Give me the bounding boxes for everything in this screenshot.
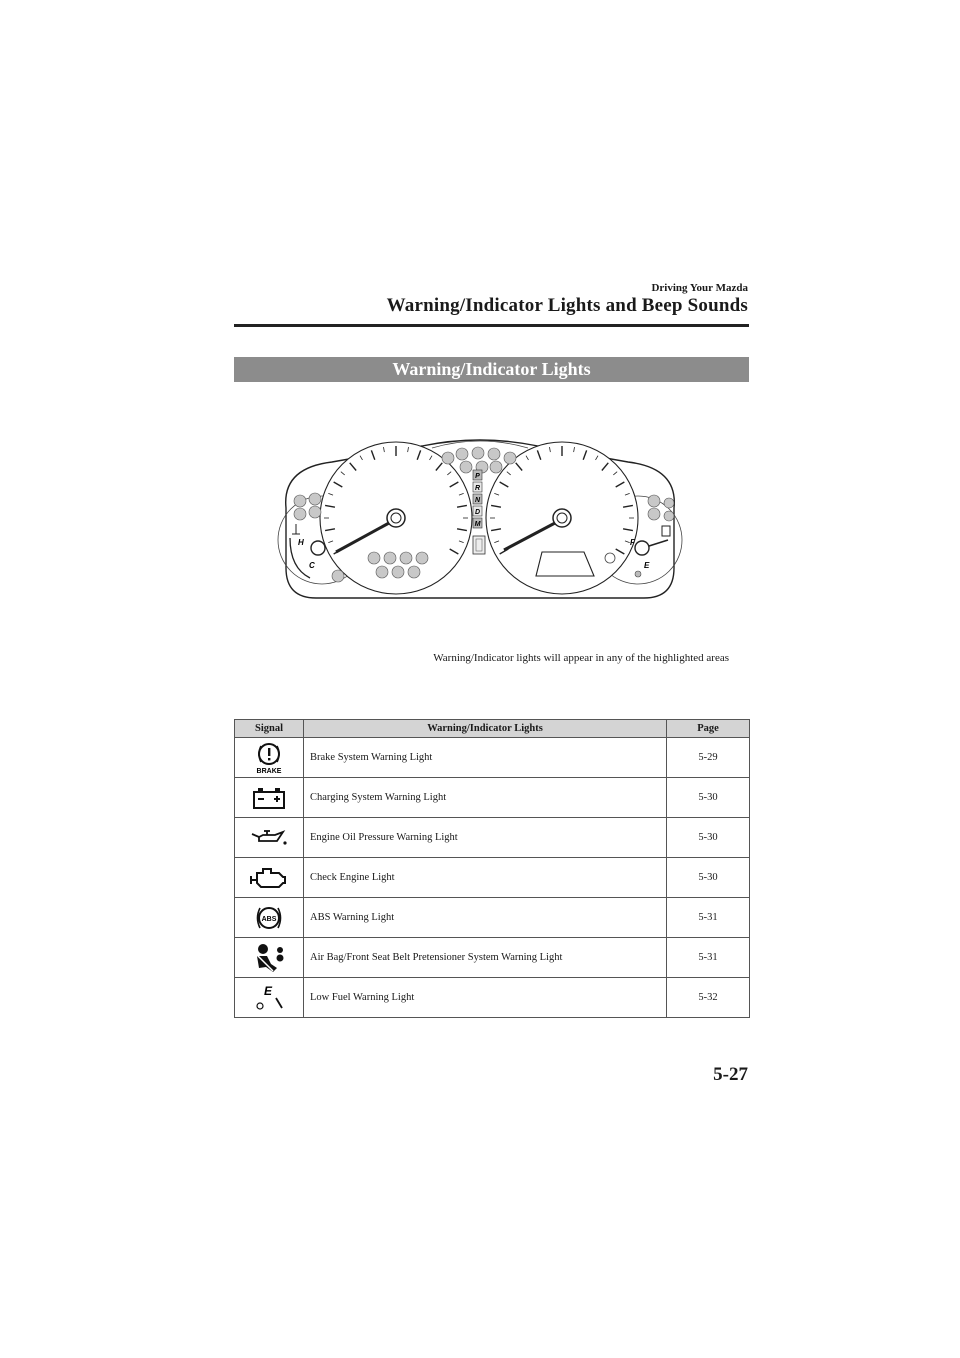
- engine-icon: [249, 865, 289, 891]
- table-row: [235, 818, 750, 858]
- airbag-icon: [251, 942, 287, 974]
- page-ref: 5-31: [667, 898, 750, 938]
- abs-icon-text: ABS: [261, 915, 277, 923]
- table-row: [235, 858, 750, 898]
- fuel-empty-icon-text: E: [264, 983, 273, 998]
- light-name: Air Bag/Front Seat Belt Pretensioner System Warning Light: [304, 938, 667, 978]
- page-ref: 5-29: [667, 738, 750, 778]
- light-name: Low Fuel Warning Light: [304, 978, 667, 1018]
- light-name: Engine Oil Pressure Warning Light: [304, 818, 667, 858]
- gear-letter: D: [474, 509, 481, 516]
- page-ref: 5-30: [667, 778, 750, 818]
- header-rule: [234, 324, 749, 327]
- table-header-row: [235, 720, 750, 738]
- brake-warning-icon: [251, 742, 287, 774]
- instrument-cluster-illustration: [272, 428, 688, 610]
- light-name: Charging System Warning Light: [304, 778, 667, 818]
- light-name: Check Engine Light: [304, 858, 667, 898]
- table-row: [235, 938, 750, 978]
- gear-letter: M: [474, 521, 481, 528]
- gear-letter: R: [474, 485, 481, 492]
- table-row: [235, 898, 750, 938]
- cluster-caption: Warning/Indicator lights will appear in any of the highlighted areas: [433, 652, 729, 664]
- gear-letter: N: [474, 497, 481, 504]
- page-ref: 5-31: [667, 938, 750, 978]
- abs-icon: [251, 903, 287, 933]
- temp-hot-label: H: [298, 538, 304, 547]
- page-ref: 5-30: [667, 858, 750, 898]
- col-signal: Signal: [235, 720, 304, 738]
- page-ref: 5-32: [667, 978, 750, 1018]
- oil-can-icon: [249, 828, 289, 848]
- col-page: Page: [667, 720, 750, 738]
- table-row: [235, 778, 750, 818]
- low-fuel-icon: [251, 983, 287, 1013]
- page-number: 5-27: [713, 1064, 748, 1085]
- fuel-empty-label: E: [644, 561, 650, 570]
- fuel-full-label: F: [630, 538, 635, 547]
- battery-icon: [251, 787, 287, 809]
- table-row: [235, 738, 750, 778]
- page-ref: 5-30: [667, 818, 750, 858]
- warning-lights-table: [234, 719, 750, 1018]
- gear-letter: P: [475, 473, 480, 480]
- page-title: Warning/Indicator Lights and Beep Sounds: [386, 295, 748, 316]
- section-band: Warning/Indicator Lights: [234, 357, 749, 382]
- col-lights: Warning/Indicator Lights: [304, 720, 667, 738]
- table-row: [235, 978, 750, 1018]
- temp-cold-label: C: [309, 561, 315, 570]
- light-name: ABS Warning Light: [304, 898, 667, 938]
- brake-icon-text: BRAKE: [256, 767, 282, 774]
- header-section: Driving Your Mazda: [651, 282, 748, 294]
- light-name: Brake System Warning Light: [304, 738, 667, 778]
